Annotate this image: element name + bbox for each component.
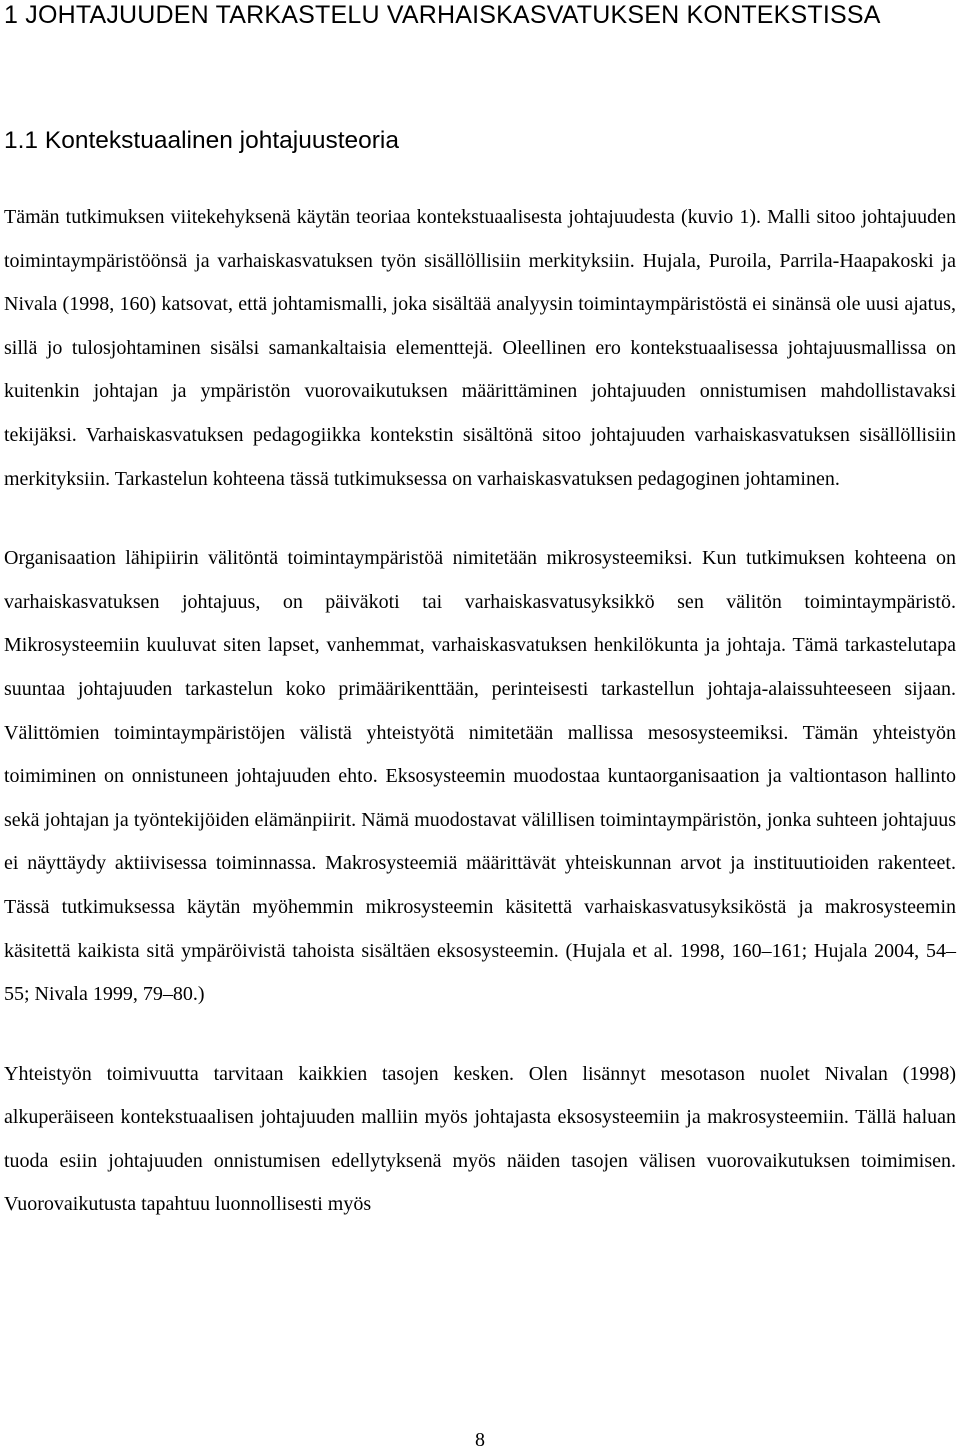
document-page bbox=[4, 0, 956, 1227]
body-paragraph: Organisaation lähipiirin välitöntä toimintaympäristöä nimitetään mikrosysteemiksi. Kun tutkimuksen kohteena on varhaiskasvatuksen johtajuus, on päiväkoti tai varhaiskasvatusyksikkö sen välitön toimintaympäristö. Mikrosysteemiin kuuluvat siten lapset, vanhemmat, varhaiskasvatuksen henkilökunta ja johtaja. Tämä tarkastelutapa suuntaa johtajuuden tarkastelun koko primäärikenttään, perinteisesti tarkastellun johtaja-alaissuhteeseen sijaan. Välittömien toimintaympäristöjen välistä yhteistyötä nimitetään mallissa mesosysteemiksi. Tämän yhteistyön toimiminen on onnistuneen johtajuuden ehto. Eksosysteemin muodostaa kuntaorganisaation ja valtiontason hallinto sekä johtajan ja työntekijöiden elämänpiirit. Nämä muodostavat välillisen toimintaympäristön, jonka suhteen johtajuus ei näyttäydy aktiivisessa toiminnassa. Makrosysteemiä määrittävät yhteiskunnan arvot ja instituutioiden rakenteet. Tässä tutkimuksessa käytän myöhemmin mikrosysteemin käsitettä varhaiskasvatusyksiköstä ja makrosysteemin käsitettä kaikista sitä ympäröivistä tahoista sisältäen eksosysteemin. (Hujala et al. 1998, 160–161; Hujala 2004, 54–55; Nivala 1999, 79–80.) bbox=[4, 547, 956, 1006]
body-paragraph: Tämän tutkimuksen viitekehyksenä käytän teoriaa kontekstuaalisesta johtajuudesta (kuvio 1). Malli sitoo johtajuuden toimintaympäristöönsä ja varhaiskasvatuksen työn sisällöllisiin merkityksiin. Hujala, Puroila, Parrila-Haapakoski ja Nivala (1998, 160) katsovat, että johtamismalli, joka sisältää analyysin toimintaympäristöstä ei sinänsä ole uusi ajatus, sillä jo tulosjohtaminen sisälsi samankaltaisia elementtejä. Oleellinen ero kontekstuaalisessa johtajuusmallissa on kuitenkin johtajan ja ympäristön vuorovaikutuksen määrittäminen johtajuuden onnistumisen mahdollistavaksi tekijäksi. Varhaiskasvatuksen pedagogiikka kontekstin sisältönä sitoo johtajuuden varhaiskasvatuksen sisällöllisiin merkityksiin. Tarkastelun kohteena tässä tutkimuksessa on varhaiskasvatuksen pedagoginen johtaminen. bbox=[4, 206, 956, 490]
chapter-title: 1 JOHTAJUUDEN TARKASTELU VARHAISKASVATUKSEN KONTEKSTISSA bbox=[4, 1, 881, 29]
page-number: 8 bbox=[475, 1429, 485, 1451]
body-paragraph: Yhteistyön toimivuutta tarvitaan kaikkien tasojen kesken. Olen lisännyt mesotason nuolet Nivalan (1998) alkuperäiseen kontekstuaalisen johtajuuden malliin myös johtajasta eksosysteemiin ja makrosysteemiin. Tällä haluan tuoda esiin johtajuuden onnistumisen edellytyksenä myös näiden tasojen välisen vuorovaikutuksen toimimisen. Vuorovaikutusta tapahtuu luonnollisesti myös bbox=[4, 1062, 956, 1216]
section-title: 1.1 Kontekstuaalinen johtajuusteoria bbox=[4, 127, 400, 154]
